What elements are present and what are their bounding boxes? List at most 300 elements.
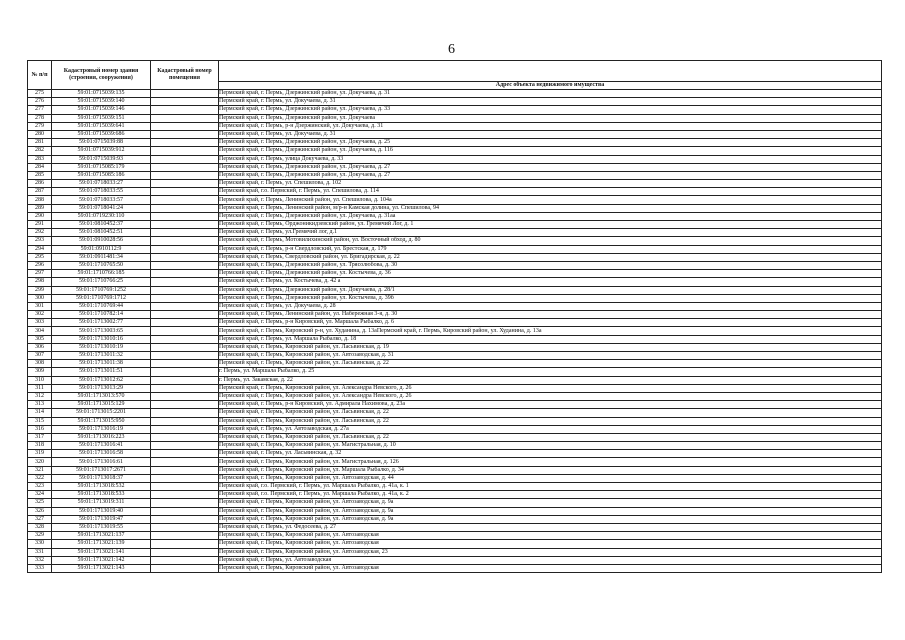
table-row (28, 130, 882, 138)
cadastral-room-cell (151, 466, 219, 474)
table-row (28, 401, 882, 409)
row-number: 299 (28, 286, 52, 294)
address-cell: Пермский край, г. Пермь, р-н Свердловский, ул. Брестская, д. 179 (219, 245, 882, 253)
address-cell: Пермский край, г.о. Пермский, г. Пермь, ул. Маршала Рыбалко, д. 41а, к. 2 (219, 491, 882, 499)
page-number: 6 (448, 42, 455, 57)
cadastral-room-cell (151, 474, 219, 482)
cadastral-room-cell (151, 98, 219, 106)
cadastral-building-cell: 59:01:0715085:179 (52, 163, 151, 171)
row-number: 327 (28, 515, 52, 523)
cadastral-room-cell (151, 417, 219, 425)
cadastral-building-cell: 59:01:0715039:146 (52, 106, 151, 114)
cadastral-building-cell: 59:01:1713011:51 (52, 368, 151, 376)
cadastral-building-cell: 59:01:1713019:40 (52, 507, 151, 515)
cadastral-building-cell: 59:01:1713015:129 (52, 401, 151, 409)
row-number: 286 (28, 180, 52, 188)
cadastral-building-cell: 59:01:0718041:24 (52, 204, 151, 212)
cadastral-room-cell (151, 163, 219, 171)
row-number: 287 (28, 188, 52, 196)
row-number: 280 (28, 130, 52, 138)
cadastral-room-cell (151, 130, 219, 138)
row-number: 298 (28, 278, 52, 286)
cadastral-building-cell: 59:01:1713018:532 (52, 483, 151, 491)
cadastral-room-cell (151, 425, 219, 433)
row-number: 330 (28, 540, 52, 548)
address-cell: Пермский край, г. Пермь, Кировский район, ул. Ласьвинская, д. 22 (219, 433, 882, 441)
table-row (28, 425, 882, 433)
cadastral-building-cell: 59:01:1713018:533 (52, 491, 151, 499)
address-cell: Пермский край, г. Пермь, Кировский район, ул. Ласьвинская, д. 22 (219, 417, 882, 425)
table-row (28, 294, 882, 302)
cadastral-building-cell: 59:01:1710766:185 (52, 270, 151, 278)
cadastral-room-cell (151, 532, 219, 540)
cadastral-building-cell: 59:01:1713010:16 (52, 335, 151, 343)
cadastral-building-cell: 59:01:0910112:9 (52, 245, 151, 253)
cadastral-building-cell: 59:01:1713016:61 (52, 458, 151, 466)
row-number: 283 (28, 155, 52, 163)
table-body (28, 90, 882, 573)
address-cell: Пермский край, г. Пермь, Мотовилихинский район, ул. Восточный обход, д. 80 (219, 237, 882, 245)
address-cell: Пермский край, г.о. Пермский, г. Пермь, ул. Спешилова, д. 114 (219, 188, 882, 196)
cadastral-room-cell (151, 515, 219, 523)
cadastral-building-cell: 59:01:1713021:139 (52, 540, 151, 548)
table-row (28, 245, 882, 253)
table-row (28, 319, 882, 327)
row-number: 277 (28, 106, 52, 114)
address-cell: Пермский край, г. Пермь, Кировский район, ул. Маршала Рыбалко, д. 34 (219, 466, 882, 474)
table-row (28, 98, 882, 106)
address-cell: Пермский край, г. Пермь, ул. Докучаева, д. 31 (219, 130, 882, 138)
cadastral-room-cell (151, 458, 219, 466)
table-row (28, 491, 882, 499)
cadastral-room-cell (151, 90, 219, 98)
cadastral-building-cell: 59:01:0715039:135 (52, 90, 151, 98)
address-cell: Пермский край, г. Пермь, Кировский район, ул. Автозаводская, д. 44 (219, 474, 882, 482)
header-address (219, 61, 882, 82)
row-number: 288 (28, 196, 52, 204)
address-cell: Пермский край, г. Пермь, Кировский район, ул. Ласьвинская, д. 19 (219, 343, 882, 351)
cadastral-building-cell: 59:01:1710769:1712 (52, 294, 151, 302)
cadastral-room-cell (151, 171, 219, 179)
row-number: 332 (28, 556, 52, 564)
address-cell: Пермский край, г. Пермь, Кировский район, ул. Ласьвинская, д. 22 (219, 409, 882, 417)
cadastral-building-cell: 59:01:1710769:44 (52, 302, 151, 310)
cadastral-building-cell: 59:01:1713016:58 (52, 450, 151, 458)
row-number: 309 (28, 368, 52, 376)
cadastral-building-cell: 59:01:0910028:56 (52, 237, 151, 245)
row-number: 307 (28, 352, 52, 360)
cadastral-room-cell (151, 483, 219, 491)
table-row (28, 237, 882, 245)
cadastral-room-cell (151, 499, 219, 507)
row-number: 285 (28, 171, 52, 179)
cadastral-room-cell (151, 122, 219, 130)
cadastral-room-cell (151, 540, 219, 548)
row-number: 289 (28, 204, 52, 212)
row-number: 326 (28, 507, 52, 515)
cadastral-room-cell (151, 188, 219, 196)
cadastral-room-cell (151, 237, 219, 245)
row-number: 302 (28, 311, 52, 319)
table-row (28, 155, 882, 163)
address-cell: Пермский край, г. Пермь, Кировский район, ул. Автозаводская, 23 (219, 548, 882, 556)
address-cell: Пермский край, г. Пермь, ул. Федосеева, д. 27 (219, 523, 882, 531)
row-number: 281 (28, 139, 52, 147)
cadastral-building-cell: 59:01:0715039:140 (52, 98, 151, 106)
table-row (28, 433, 882, 441)
cadastral-room-cell (151, 442, 219, 450)
table-row (28, 507, 882, 515)
address-cell: Пермский край, г.о. Пермский, г. Пермь, ул. Маршала Рыбалко, д. 41а, к. 1 (219, 483, 882, 491)
cadastral-room-cell (151, 548, 219, 556)
cadastral-building-cell: 59:01:1713021:143 (52, 564, 151, 572)
address-cell: Пермский край, г. Пермь, р-н Кировский, ул. Маршала Рыбалко, д. 6 (219, 319, 882, 327)
cadastral-room-cell (151, 261, 219, 269)
row-number: 316 (28, 425, 52, 433)
table-row (28, 278, 882, 286)
table-row (28, 564, 882, 572)
address-cell: Пермский край, г. Пермь, Дзержинский район, ул. Докучаева, д. 116 (219, 147, 882, 155)
address-cell: Пермский край, г. Пермь, Дзержинский район, ул. Костычева, д. 36 (219, 270, 882, 278)
table-row (28, 458, 882, 466)
cadastral-room-cell (151, 212, 219, 220)
table-row (28, 466, 882, 474)
table-row (28, 270, 882, 278)
cadastral-building-cell: 59:01:0715039:912 (52, 147, 151, 155)
row-number: 315 (28, 417, 52, 425)
address-cell: Пермский край, г. Пермь, р-н Дзержинский, ул. Докучаева, д. 31 (219, 122, 882, 130)
row-number: 290 (28, 212, 52, 220)
cadastral-building-cell: 59:01:1713016:223 (52, 433, 151, 441)
table-row (28, 532, 882, 540)
cadastral-building-cell: 59:01:1713021:142 (52, 556, 151, 564)
address-cell: Пермский край, г. Пермь, Дзержинский район, ул. Докучаева, д. 31аа (219, 212, 882, 220)
table-row (28, 106, 882, 114)
row-number: 324 (28, 491, 52, 499)
cadastral-room-cell (151, 392, 219, 400)
cadastral-building-cell: 59:01:1713015:950 (52, 417, 151, 425)
row-number: 305 (28, 335, 52, 343)
row-number: 308 (28, 360, 52, 368)
row-number: 301 (28, 302, 52, 310)
table-row (28, 499, 882, 507)
row-number: 279 (28, 122, 52, 130)
header-address-label: Адрес объекта недвижимого имущества (219, 82, 882, 90)
cadastral-building-cell: 59:01:1713021:141 (52, 548, 151, 556)
cadastral-building-cell: 59:01:1713002:77 (52, 319, 151, 327)
table-row (28, 196, 882, 204)
table-row (28, 515, 882, 523)
address-cell: Пермский край, г. Пермь, ул. Автозаводская (219, 556, 882, 564)
cadastral-building-cell: 59:01:1710769:1252 (52, 286, 151, 294)
address-cell: Пермский край, г. Пермь, Ленинский район, ул. Спешилова, д. 104а (219, 196, 882, 204)
cadastral-building-cell: 59:01:0718033:55 (52, 188, 151, 196)
row-number: 292 (28, 229, 52, 237)
address-cell: Пермский край, г. Пермь, Дзержинский район, ул. Костычева, д. 39б (219, 294, 882, 302)
table-row (28, 474, 882, 482)
table-row (28, 327, 882, 335)
registry-table (27, 60, 882, 573)
cadastral-building-cell: 59:01:0715085:186 (52, 171, 151, 179)
row-number: 319 (28, 450, 52, 458)
table-row (28, 360, 882, 368)
cadastral-room-cell (151, 139, 219, 147)
cadastral-room-cell (151, 245, 219, 253)
row-number: 318 (28, 442, 52, 450)
address-cell: Пермский край, г. Пермь, Дзержинский район, ул. Докучаева, д. 31 (219, 90, 882, 98)
cadastral-room-cell (151, 106, 219, 114)
row-number: 329 (28, 532, 52, 540)
cadastral-building-cell: 59:01:1713019:47 (52, 515, 151, 523)
table-row (28, 392, 882, 400)
address-cell: Пермский край, г. Пермь, Дзержинский район, ул. Трясолюбова, д. 30 (219, 261, 882, 269)
table-row (28, 442, 882, 450)
row-number: 278 (28, 114, 52, 122)
row-number: 331 (28, 548, 52, 556)
address-cell: Пермский край, г. Пермь, Дзержинский район, ул. Докучаева, д. 27 (219, 163, 882, 171)
cadastral-room-cell (151, 147, 219, 155)
table-row (28, 212, 882, 220)
cadastral-building-cell: 59:01:1713015:2201 (52, 409, 151, 417)
header-num: № п/п (28, 61, 52, 90)
row-number: 304 (28, 327, 52, 335)
cadastral-building-cell: 59:01:0715039:93 (52, 155, 151, 163)
table-row (28, 384, 882, 392)
table-row (28, 352, 882, 360)
row-number: 311 (28, 384, 52, 392)
cadastral-room-cell (151, 343, 219, 351)
table-row (28, 261, 882, 269)
cadastral-room-cell (151, 278, 219, 286)
row-number: 321 (28, 466, 52, 474)
address-cell: Пермский край, г. Пермь, Дзержинский район, ул. Докучаева, д. 25 (219, 139, 882, 147)
row-number: 295 (28, 253, 52, 261)
cadastral-room-cell (151, 352, 219, 360)
row-number: 314 (28, 409, 52, 417)
row-number: 303 (28, 319, 52, 327)
table-row (28, 147, 882, 155)
header-cadastral-room: Кадастровый номер помещения (151, 61, 219, 90)
cadastral-room-cell (151, 204, 219, 212)
cadastral-room-cell (151, 523, 219, 531)
cadastral-room-cell (151, 253, 219, 261)
address-cell: Пермский край, г. Пермь, Кировский район, ул. Автозаводская, д. 9а (219, 515, 882, 523)
row-number: 300 (28, 294, 52, 302)
cadastral-building-cell: 59:01:1713021:137 (52, 532, 151, 540)
cadastral-building-cell: 59:01:0718033:27 (52, 180, 151, 188)
table-row (28, 188, 882, 196)
cadastral-building-cell: 59:01:1713011:38 (52, 360, 151, 368)
address-cell: Пермский край, г. Пермь, ул. Маршала Рыбалко, д. 18 (219, 335, 882, 343)
cadastral-room-cell (151, 491, 219, 499)
cadastral-building-cell: 59:01:1713016:19 (52, 425, 151, 433)
row-number: 306 (28, 343, 52, 351)
address-cell: Пермский край, г. Пермь, Кировский район, ул. Автозаводская (219, 540, 882, 548)
address-cell: Пермский край, г. Пермь, ул. Костычева, д. 42 а (219, 278, 882, 286)
table-row (28, 376, 882, 384)
cadastral-room-cell (151, 384, 219, 392)
address-cell: г. Пермь, ул. Закамская, д. 22 (219, 376, 882, 384)
cadastral-room-cell (151, 319, 219, 327)
address-cell: Пермский край, г. Пермь, ул. Докучаева, д. 28 (219, 302, 882, 310)
cadastral-building-cell: 59:01:1713003:65 (52, 327, 151, 335)
cadastral-room-cell (151, 327, 219, 335)
address-cell: Пермский край, г. Пермь, Кировский район, ул. Ласьвинская, д. 22 (219, 360, 882, 368)
table-row (28, 450, 882, 458)
row-number: 313 (28, 401, 52, 409)
address-cell: Пермский край, г. Пермь, Кировский р-н, ул. Худанина, д. 13аПермский край, г. Пермь, Кировский район, ул. Худанина, д. 13а (219, 327, 882, 335)
row-number: 282 (28, 147, 52, 155)
cadastral-room-cell (151, 335, 219, 343)
address-cell: Пермский край, г. Пермь, Кировский район, ул. Магистральная, д. 10 (219, 442, 882, 450)
cadastral-room-cell (151, 556, 219, 564)
table-row (28, 204, 882, 212)
table-row (28, 253, 882, 261)
address-cell: Пермский край, г. Пермь, Кировский район, ул. Автозаводская (219, 564, 882, 572)
table-row (28, 122, 882, 130)
table-row (28, 311, 882, 319)
cadastral-building-cell: 59:01:0715039:88 (52, 139, 151, 147)
address-cell: Пермский край, г. Пермь, ул.Гремячий лог, д.1 (219, 229, 882, 237)
cadastral-building-cell: 59:01:0810452:37 (52, 221, 151, 229)
cadastral-building-cell: 59:01:1710765:50 (52, 261, 151, 269)
row-number: 294 (28, 245, 52, 253)
address-cell: Пермский край, г. Пермь, Дзержинский район, ул. Докучаева (219, 114, 882, 122)
table-row (28, 286, 882, 294)
address-cell: Пермский край, г. Пермь, Кировский район, ул. Автозаводская (219, 532, 882, 540)
address-cell: Пермский край, г. Пермь, улица Докучаева, д. 33 (219, 155, 882, 163)
cadastral-room-cell (151, 311, 219, 319)
table-row (28, 335, 882, 343)
row-number: 297 (28, 270, 52, 278)
cadastral-room-cell (151, 376, 219, 384)
row-number: 328 (28, 523, 52, 531)
row-number: 320 (28, 458, 52, 466)
row-number: 284 (28, 163, 52, 171)
cadastral-room-cell (151, 180, 219, 188)
cadastral-room-cell (151, 114, 219, 122)
row-number: 317 (28, 433, 52, 441)
row-number: 296 (28, 261, 52, 269)
row-number: 293 (28, 237, 52, 245)
table-row (28, 483, 882, 491)
cadastral-building-cell: 59:01:0715039:151 (52, 114, 151, 122)
address-cell: г. Пермь, ул. Маршала Рыбалко, д. 25 (219, 368, 882, 376)
address-cell: Пермский край, г. Пермь, р-н Кировский, ул. Адмирала Нахимова, д. 23а (219, 401, 882, 409)
cadastral-room-cell (151, 450, 219, 458)
cadastral-building-cell: 59:01:1713018:37 (52, 474, 151, 482)
address-cell: Пермский край, г. Пермь, ул. Спешилова, д. 102 (219, 180, 882, 188)
address-cell: Пермский край, г. Пермь, Дзержинский район, ул. Докучаева, д. 33 (219, 106, 882, 114)
row-number: 276 (28, 98, 52, 106)
row-number: 325 (28, 499, 52, 507)
address-cell: Пермский край, г. Пермь, ул. Ласьвинская, д. 32 (219, 450, 882, 458)
address-cell: Пермский край, г. Пермь, Орджоникидзевский район, ул. Гремячий Лог, д. 1 (219, 221, 882, 229)
table-row (28, 523, 882, 531)
cadastral-building-cell: 59:01:1713012:62 (52, 376, 151, 384)
table-row (28, 548, 882, 556)
address-cell: Пермский край, г. Пермь, Кировский район, ул. Александра Невского, д. 26 (219, 384, 882, 392)
cadastral-building-cell: 59:01:0719230:110 (52, 212, 151, 220)
table-row (28, 139, 882, 147)
cadastral-building-cell: 59:01:1713019:311 (52, 499, 151, 507)
address-cell: Пермский край, г. Пермь, ул. Автозаводская, д. 27а (219, 425, 882, 433)
row-number: 333 (28, 564, 52, 572)
address-cell: Пермский край, г. Пермь, Дзержинский район, ул. Докучаева, д. 28/1 (219, 286, 882, 294)
cadastral-room-cell (151, 196, 219, 204)
cadastral-building-cell: 59:01:1713011:32 (52, 352, 151, 360)
table-row (28, 540, 882, 548)
cadastral-building-cell: 59:01:1710782:14 (52, 311, 151, 319)
cadastral-building-cell: 59:01:1713019:55 (52, 523, 151, 531)
table-row (28, 90, 882, 98)
address-cell: Пермский край, г. Пермь, Кировский район, ул. Магистральная, д. 126 (219, 458, 882, 466)
table-row (28, 171, 882, 179)
cadastral-room-cell (151, 302, 219, 310)
address-cell: Пермский край, г. Пермь, ул. Докучаева, д. 31 (219, 98, 882, 106)
table-row (28, 368, 882, 376)
row-number: 312 (28, 392, 52, 400)
cadastral-room-cell (151, 155, 219, 163)
cadastral-room-cell (151, 401, 219, 409)
address-cell: Пермский край, г. Пермь, Кировский район, ул. Александра Невского, д. 26 (219, 392, 882, 400)
table-row (28, 180, 882, 188)
row-number: 323 (28, 483, 52, 491)
address-cell: Пермский край, г. Пермь, Кировский район, ул. Автозаводская, д. 31 (219, 352, 882, 360)
row-number: 310 (28, 376, 52, 384)
table-row (28, 417, 882, 425)
row-number: 291 (28, 221, 52, 229)
cadastral-room-cell (151, 229, 219, 237)
cadastral-building-cell: 59:01:1713013:29 (52, 384, 151, 392)
cadastral-room-cell (151, 360, 219, 368)
table-row (28, 343, 882, 351)
cadastral-building-cell: 59:01:1713013:570 (52, 392, 151, 400)
cadastral-room-cell (151, 294, 219, 302)
table-row (28, 163, 882, 171)
address-cell: Пермский край, г. Пермь, Ленинский район, м/р-н Камская долина, ул. Спешилова, 94 (219, 204, 882, 212)
cadastral-building-cell: 59:01:0718033:57 (52, 196, 151, 204)
table-row (28, 556, 882, 564)
cadastral-building-cell: 59:01:1713010:19 (52, 343, 151, 351)
table-row (28, 114, 882, 122)
table-row (28, 229, 882, 237)
cadastral-building-cell: 59:01:0810452:51 (52, 229, 151, 237)
cadastral-room-cell (151, 270, 219, 278)
cadastral-room-cell (151, 507, 219, 515)
cadastral-room-cell (151, 564, 219, 572)
address-cell: Пермский край, г. Пермь, Кировский район, ул. Автозаводская, д. 9а (219, 499, 882, 507)
cadastral-building-cell: 59:01:1710766:25 (52, 278, 151, 286)
cadastral-building-cell: 59:01:0715039:641 (52, 122, 151, 130)
table-row (28, 302, 882, 310)
cadastral-building-cell: 59:01:1713016:41 (52, 442, 151, 450)
header-cadastral-building: Кадастровый номер здания (строения, сооружения) (52, 61, 151, 90)
table-row (28, 221, 882, 229)
cadastral-room-cell (151, 409, 219, 417)
cadastral-building-cell: 59:01:0715039:686 (52, 130, 151, 138)
address-cell: Пермский край, г. Пермь, Свердловский район, ул. Бригадирская, д. 22 (219, 253, 882, 261)
cadastral-building-cell: 59:01:0911481:34 (52, 253, 151, 261)
address-cell: Пермский край, г. Пермь, Дзержинский район, ул. Докучаева, д. 27 (219, 171, 882, 179)
address-cell: Пермский край, г. Пермь, Кировский район, ул. Автозаводская, д. 9а (219, 507, 882, 515)
cadastral-room-cell (151, 433, 219, 441)
table-row (28, 409, 882, 417)
row-number: 275 (28, 90, 52, 98)
cadastral-room-cell (151, 286, 219, 294)
row-number: 322 (28, 474, 52, 482)
address-cell: Пермский край, г. Пермь, Ленинский район, ул. Набережная 3-я, д. 30 (219, 311, 882, 319)
